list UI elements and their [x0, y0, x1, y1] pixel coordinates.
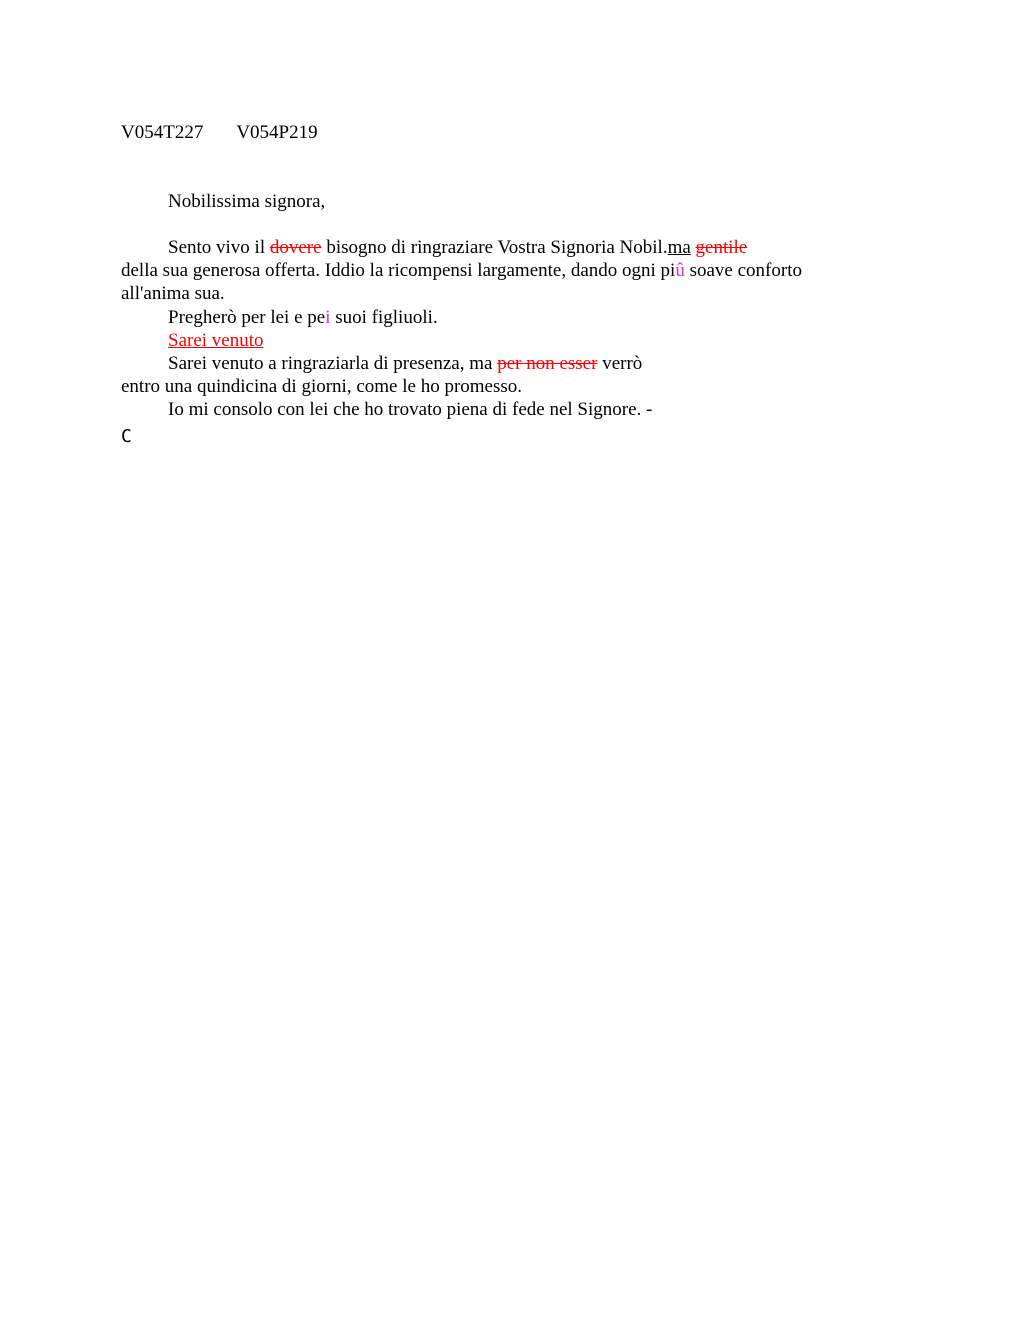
inserted-text: i: [325, 307, 331, 328]
code-left: V054T227: [121, 122, 204, 143]
deleted-text: dovere: [269, 237, 322, 258]
paragraph-4-line-1: [168, 352, 642, 375]
text-run: Pregherò per lei e pe: [168, 307, 326, 328]
paragraph-1-line-1: [168, 236, 747, 259]
underlined-text: ma: [667, 237, 691, 258]
footer-mark: C: [121, 426, 132, 447]
salutation: Nobilissima signora,: [168, 191, 326, 212]
paragraph-1-line-3: all'anima sua.: [121, 283, 225, 304]
inserted-text: û: [675, 260, 685, 281]
deleted-text: gentile: [695, 237, 748, 258]
text-run: Sarei venuto a ringraziarla di presenza, ma: [168, 353, 498, 374]
text-run: Sento vivo il: [168, 237, 270, 258]
paragraph-5: Io mi consolo con lei che ho trovato piena di fede nel Signore. -: [168, 399, 653, 420]
deleted-text: per non esser: [497, 353, 598, 374]
text-run: verrò: [597, 353, 643, 374]
code-right: V054P219: [236, 122, 318, 143]
paragraph-3-deleted: [168, 329, 264, 352]
document-codes: [121, 121, 318, 144]
paragraph-4-line-2: entro una quindicina di giorni, come le ho promesso.: [121, 376, 523, 397]
text-run: soave conforto: [684, 260, 802, 281]
deleted-text: Sarei venuto: [168, 330, 264, 351]
text-run: della sua generosa offerta. Iddio la ricompensi largamente, dando ogni pi: [121, 260, 676, 281]
text-run: suoi figliuoli.: [330, 307, 438, 328]
paragraph-2: [168, 306, 438, 329]
text-run: bisogno di ringraziare Vostra Signoria Nobil.: [321, 237, 668, 258]
paragraph-1-line-2: [121, 259, 802, 282]
